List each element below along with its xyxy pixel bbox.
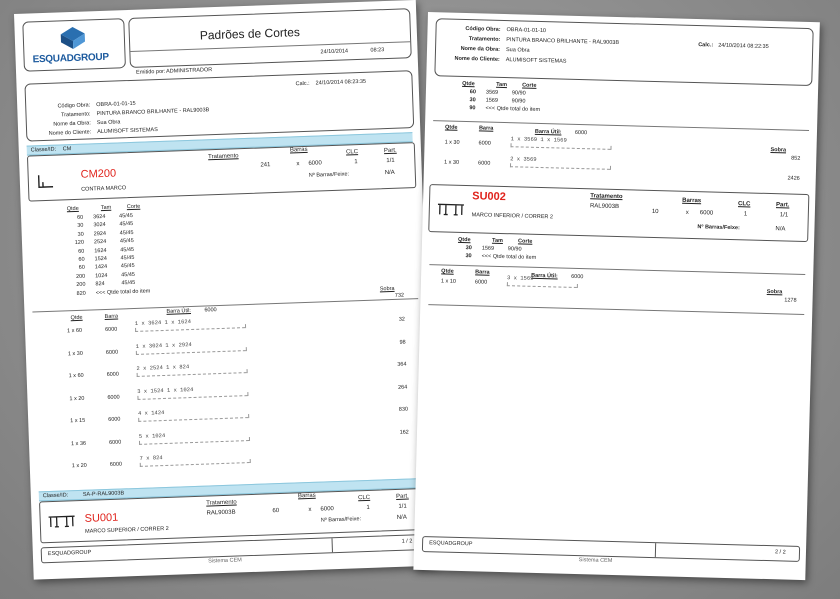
- cut-qty: 60: [469, 89, 476, 96]
- cut-qty: 200: [76, 281, 86, 289]
- part-value: 1/1: [386, 157, 395, 165]
- info-box: [434, 18, 813, 89]
- cut-angle: 45/45: [121, 280, 136, 287]
- bar-sobra: 32: [398, 316, 406, 323]
- report-date: 24/10/2014: [320, 48, 349, 56]
- cut-length: 1524: [94, 255, 107, 263]
- cut-pattern-bar: [510, 143, 610, 150]
- cut-qty: 60: [78, 265, 86, 272]
- cut-pattern-tick: [136, 350, 137, 354]
- report-page-2: [413, 12, 819, 580]
- bar-qty: 1 x 20: [69, 395, 85, 402]
- bar-sobra: 162: [399, 428, 409, 436]
- barra-util-label: Barra Útil:: [166, 308, 192, 315]
- barras-length: 6000: [699, 210, 714, 217]
- tratamento-value: RAL9003B: [589, 203, 620, 211]
- cut-pattern-tick: [137, 373, 138, 377]
- cut-pattern-tick: [610, 146, 611, 150]
- cut-pattern-tick: [249, 437, 250, 441]
- cut-qty: 120: [74, 239, 85, 247]
- barra-util-value: 6000: [574, 129, 588, 137]
- class-label: Classe/ID:: [42, 492, 69, 500]
- bar-sobra: 852: [791, 155, 801, 162]
- cut-pattern: 1 x 3569 1 x 1569: [510, 135, 567, 144]
- tratamento-label: Tratamento: [208, 153, 239, 161]
- cut-pattern: 1 x 3624 1 x 1624: [134, 318, 192, 327]
- cut-pattern-tick: [507, 282, 508, 286]
- item-description: MARCO INFERIOR / CORRER 2: [471, 212, 554, 221]
- info-value: OBRA-01-01-15: [96, 100, 136, 109]
- cut-angle: 90/90: [511, 90, 526, 97]
- qtde-header: Qtde: [66, 205, 79, 213]
- feixe-value: N/A: [384, 169, 395, 177]
- cut-qty: 30: [465, 245, 472, 252]
- barras-qty: 241: [260, 162, 271, 169]
- sobra-header: Sobra: [770, 147, 787, 154]
- barras-label: Barras: [682, 197, 702, 205]
- bar-length: 6000: [108, 439, 122, 446]
- tratamento-value: RAL9003B: [206, 509, 236, 517]
- clc-value: 1: [743, 211, 748, 218]
- part-label: Part.: [395, 493, 409, 500]
- cut-length: <<< Qtde total do item: [485, 105, 541, 113]
- class-id: CM: [62, 146, 72, 153]
- calc-label: Calc.:: [295, 80, 310, 88]
- cut-angle: 45/45: [119, 212, 133, 220]
- profile-section-icon: [436, 201, 466, 218]
- bar-length: 6000: [478, 140, 491, 147]
- info-label: Código Obra:: [57, 102, 91, 110]
- bar-sobra: 2426: [787, 175, 800, 182]
- info-value: OBRA-01-01-10: [506, 27, 547, 35]
- profile-section-icon: [37, 174, 55, 189]
- cut-angle: 45/45: [120, 263, 135, 270]
- corte-header: Corte: [522, 82, 537, 89]
- cut-pattern: 5 x 1024: [138, 431, 166, 440]
- footer-page-number: 2 / 2: [774, 549, 786, 556]
- clc-label: CLC: [737, 201, 751, 208]
- bar-qty: 1 x 20: [71, 462, 87, 470]
- bar-barra-header: Barra: [104, 313, 119, 321]
- cut-pattern-tick: [610, 166, 611, 170]
- barras-label: Barras: [289, 146, 308, 154]
- qtde-header: Qtde: [457, 236, 471, 244]
- info-label: Tratamento:: [61, 111, 91, 119]
- cut-pattern-tick: [138, 418, 139, 422]
- sobra-header: Sobra: [379, 285, 395, 293]
- bar-qtde-header: Qtde: [441, 268, 454, 275]
- barras-length: 6000: [320, 506, 334, 513]
- cut-pattern-tick: [135, 328, 136, 332]
- tam-header: Tam: [496, 81, 508, 89]
- cut-pattern-tick: [245, 324, 246, 328]
- logo-box: [22, 18, 126, 72]
- profile-section-icon: [46, 513, 77, 530]
- bar-qty: 1 x 30: [443, 159, 460, 166]
- feixe-value: N/A: [396, 514, 407, 521]
- cut-angle: 45/45: [119, 238, 134, 245]
- info-label: Nome da Obra:: [460, 45, 501, 53]
- bar-qty: 1 x 60: [68, 372, 84, 380]
- bar-sobra: 364: [397, 361, 407, 368]
- info-label: Tratamento:: [468, 36, 501, 43]
- cut-length: 1569: [481, 245, 495, 252]
- item-code: SU002: [472, 190, 506, 204]
- cut-pattern-tick: [250, 459, 251, 463]
- info-label: Nome da Obra:: [53, 120, 91, 128]
- cut-angle: 90/90: [511, 98, 526, 105]
- barras-qty: 10: [651, 208, 659, 216]
- cut-pattern-tick: [510, 163, 511, 167]
- bar-length: 6000: [104, 326, 118, 334]
- item-description: CONTRA MARCO: [81, 185, 127, 193]
- barra-util-label: Barra Útil:: [534, 128, 562, 136]
- barras-length: 6000: [308, 160, 322, 167]
- part-label: Part.: [383, 147, 397, 155]
- info-box: [24, 70, 414, 142]
- info-value: Sua Obra: [505, 47, 530, 54]
- report-title: Padrões de Cortes: [199, 25, 301, 43]
- bar-qty: 1 x 30: [67, 350, 83, 357]
- cut-length: 1624: [94, 247, 107, 254]
- cut-pattern-bar: [507, 282, 577, 288]
- tratamento-label: Tratamento: [206, 499, 237, 507]
- emitido-value: ADMINISTRADOR: [166, 67, 213, 75]
- info-value: Sua Obra: [96, 119, 121, 127]
- part-label: Part.: [775, 202, 790, 209]
- cut-pattern: 2 x 3569: [510, 155, 537, 163]
- info-value: ALUMISOFT SISTEMAS: [505, 57, 567, 65]
- emitido-label: Emitido por:: [136, 68, 166, 76]
- part-value: 1/1: [779, 212, 789, 219]
- esquadgroup-logo-icon: [59, 26, 86, 51]
- footer-company: ESQUADGROUP: [429, 540, 473, 548]
- bar-length: 6000: [474, 279, 488, 286]
- corte-header: Corte: [517, 238, 533, 245]
- barras-label: Barras: [297, 492, 316, 500]
- cut-angle: 45/45: [120, 246, 135, 254]
- cut-length: 1024: [95, 272, 108, 280]
- bar-length: 6000: [107, 394, 120, 401]
- barra-util-value: 6000: [571, 273, 584, 281]
- cut-angle: 90/90: [507, 246, 522, 253]
- cut-qty: 60: [78, 256, 85, 263]
- cut-qty: 200: [75, 273, 86, 280]
- footer-system: Sistema CEM: [578, 557, 613, 565]
- qtde-header: Qtde: [462, 80, 475, 88]
- bar-barra-header: Barra: [475, 269, 490, 276]
- bar-sobra: 830: [398, 406, 409, 413]
- footer-system: Sistema CEM: [208, 557, 242, 565]
- bar-length: 6000: [106, 371, 120, 378]
- bar-qtde-header: Qtde: [444, 124, 458, 131]
- barras-x: x: [296, 161, 300, 168]
- bar-qty: 1 x 15: [70, 417, 86, 425]
- info-value: PINTURA BRANCO BRILHANTE - RAL9003B: [506, 37, 620, 47]
- cut-pattern: 7 x 824: [139, 454, 163, 462]
- bar-sobra: 264: [397, 384, 408, 391]
- bar-qty: 1 x 10: [440, 278, 457, 285]
- cut-qty: 30: [469, 97, 476, 104]
- info-label: Nome do Cliente:: [48, 129, 92, 137]
- cut-pattern: 2 x 2524 1 x 824: [136, 363, 190, 372]
- cut-pattern-tick: [247, 369, 248, 373]
- sobra-header: Sobra: [766, 288, 783, 296]
- part-value: 1/1: [398, 503, 407, 510]
- clc-value: 1: [366, 504, 370, 511]
- bar-qtde-header: Qtde: [70, 314, 83, 322]
- bar-length: 6000: [105, 349, 119, 356]
- tam-header: Tam: [491, 237, 504, 245]
- bar-sobra: [370, 451, 410, 452]
- info-label: Nome do Cliente:: [454, 55, 500, 63]
- cut-qty: 90: [469, 105, 476, 112]
- item-code: CM200: [80, 167, 117, 181]
- corte-header: Corte: [126, 203, 141, 211]
- feixe-label: Nº Barras/Feixe:: [320, 516, 362, 524]
- logo-text: ESQUADGROUP: [32, 51, 109, 66]
- cut-length: 3624: [93, 213, 106, 221]
- cut-pattern-tick: [248, 414, 249, 418]
- calc-value: 24/10/2014 08:22:35: [718, 42, 769, 50]
- cut-pattern: 3 x 1569: [506, 274, 534, 282]
- bar-sobra: 98: [399, 339, 406, 346]
- cut-pattern-tick: [247, 392, 248, 396]
- bar-length: 6000: [108, 416, 121, 423]
- cut-qty: 30: [77, 223, 84, 230]
- cut-qty: 60: [76, 214, 84, 221]
- cut-pattern-tick: [577, 284, 578, 288]
- calc-value: 24/10/2014 08:23:35: [315, 78, 367, 87]
- cut-pattern-tick: [139, 440, 140, 444]
- tam-header: Tam: [100, 204, 112, 212]
- barras-qty: 60: [272, 508, 280, 515]
- tratamento-label: Tratamento: [590, 193, 623, 201]
- info-value: PINTURA BRANCO BRILHANTE - RAL9003B: [96, 107, 210, 118]
- cut-length: <<< Qtde total do item: [481, 253, 537, 261]
- cut-length: 824: [95, 281, 105, 288]
- item-box-su002: [428, 184, 809, 245]
- calc-label: Calc.:: [698, 42, 714, 49]
- feixe-label: Nº Barras/Feixe:: [308, 171, 350, 179]
- cut-qty: 820: [76, 290, 86, 297]
- bar-length: 6000: [477, 160, 491, 167]
- cut-angle: 45/45: [119, 229, 134, 237]
- class-label: Classe/ID:: [30, 146, 57, 154]
- cut-length: 1424: [94, 264, 108, 271]
- cut-length: 2924: [93, 230, 107, 238]
- cut-pattern: 3 x 1524 1 x 1024: [137, 385, 194, 395]
- clc-label: CLC: [345, 149, 359, 156]
- cut-length: 3024: [93, 222, 106, 229]
- cut-pattern: 1 x 3024 1 x 2924: [135, 340, 192, 350]
- bar-qty: 1 x 60: [67, 327, 83, 335]
- report-time: 08:23: [370, 47, 385, 54]
- feixe-label: Nº Barras/Feixe:: [697, 224, 740, 232]
- bar-qty: 1 x 30: [444, 139, 460, 146]
- title-box: [128, 8, 412, 68]
- cut-pattern-bar: [510, 163, 610, 170]
- cut-angle: 45/45: [119, 221, 134, 228]
- barras-x: x: [685, 209, 689, 216]
- report-page-1: [14, 0, 436, 580]
- info-value: ALUMISOFT SISTEMAS: [97, 127, 158, 136]
- cut-pattern-tick: [510, 143, 511, 147]
- barra-util-value: 6000: [204, 307, 217, 314]
- footer-page-number: 1 / 2: [401, 538, 413, 545]
- cut-qty: 30: [77, 231, 84, 238]
- barra-util-label: Barra Útil:: [531, 272, 558, 280]
- bar-length: 6000: [109, 461, 123, 468]
- cut-pattern-tick: [137, 395, 138, 399]
- barras-x: x: [308, 506, 312, 514]
- cut-length: <<< Qtde total do item: [95, 288, 151, 296]
- cut-qty: 60: [78, 248, 85, 255]
- cut-pattern-tick: [140, 463, 141, 467]
- cut-qty: 30: [465, 253, 472, 260]
- cut-length: 3569: [485, 89, 499, 96]
- sobra-top: 732: [394, 292, 405, 299]
- bar-qty: 1 x 36: [70, 440, 87, 447]
- cut-pattern: 4 x 1424: [137, 408, 165, 417]
- footer-company: ESQUADGROUP: [47, 549, 92, 558]
- clc-value: 1: [354, 159, 358, 166]
- cut-angle: 45/45: [121, 271, 136, 279]
- bar-sobra: 1278: [784, 297, 797, 304]
- cut-length: 1569: [485, 97, 499, 104]
- cut-length: 2524: [93, 239, 107, 246]
- clc-label: CLC: [358, 494, 371, 502]
- cut-angle: 45/45: [120, 254, 135, 262]
- cut-pattern-tick: [246, 347, 247, 351]
- item-description: MARCO SUPERIOR / CORRER 2: [85, 525, 169, 535]
- item-code: SU001: [84, 511, 119, 525]
- class-id: SA-P-RAL9003B: [82, 490, 125, 498]
- bar-barra-header: Barra: [478, 125, 494, 132]
- info-label: Código Obra:: [465, 25, 501, 33]
- feixe-value: N/A: [775, 226, 786, 233]
